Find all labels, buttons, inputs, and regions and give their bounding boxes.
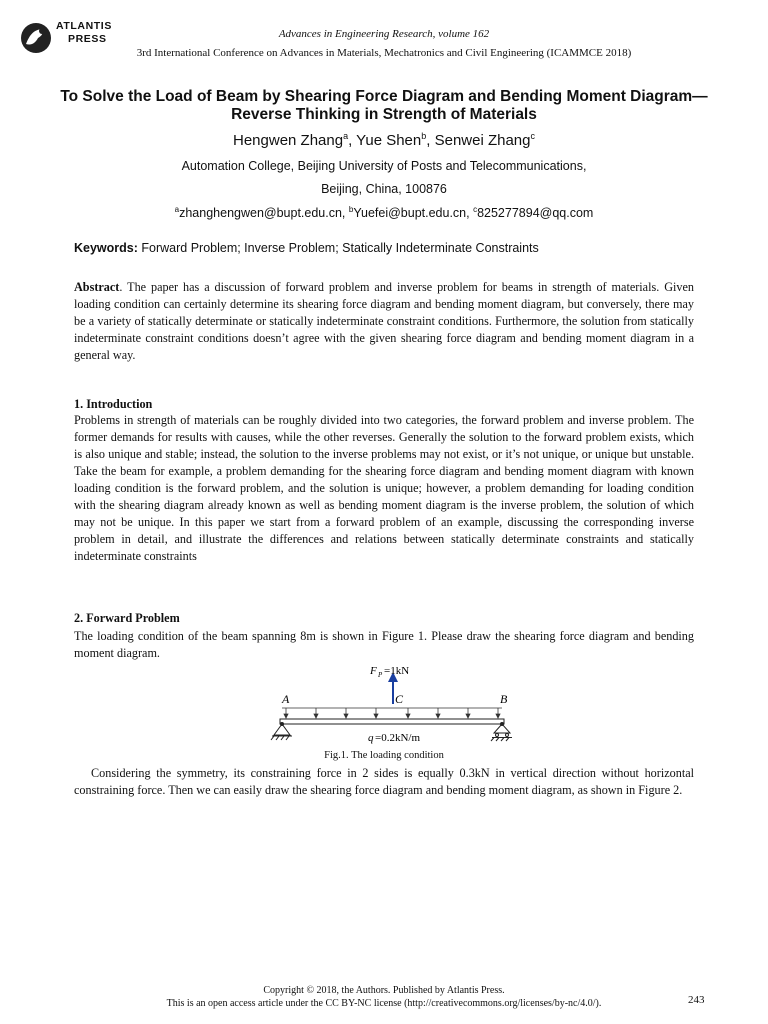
affiliation-line1: Automation College, Beijing University of Posts and Telecommunications,	[181, 159, 587, 173]
section-heading-introduction: 1. Introduction	[74, 397, 153, 411]
beam-loading-figure	[260, 662, 520, 752]
author-list: Hengwen Zhang$^a$, Yue Shen$^b$, Senwei Zhang$^c$	[233, 131, 535, 149]
email-sup: b	[348, 205, 354, 214]
roller-support-b	[491, 723, 512, 742]
journal-title: Advances in Engineering Research, volume 162	[278, 28, 490, 40]
author-sup: b	[421, 131, 427, 141]
copyright-notice: Copyright © 2018, the Authors. Published by Atlantis Press.	[263, 985, 505, 996]
email-sup: c	[473, 205, 478, 214]
author-sup: a	[343, 131, 349, 141]
pin-support-a	[271, 723, 292, 741]
affiliation-line2: Beijing, China, 100876	[321, 182, 447, 196]
email-address: Yuefei@bupt.edu.cn,	[353, 206, 470, 221]
load-label: q	[368, 732, 374, 744]
symmetry-paragraph: Considering the symmetry, its constraining force in 2 sides is equally 0.3kN in vertical direction without horizontal constraining force. Then we can easily draw the shearing force diagram and bending moment diagram, as shown in Figure 2.	[74, 766, 694, 797]
license-notice: This is an open access article under the CC BY-NC license (http://creativecommons.org/licenses/by-nc/4.0/).	[166, 998, 602, 1009]
abstract	[74, 279, 694, 364]
publisher-name-line2: PRESS	[68, 33, 107, 45]
section-heading-forward-problem: 2. Forward Problem	[74, 611, 180, 625]
keywords-text: Forward Problem; Inverse Problem; Statically Indeterminate Constraints	[137, 241, 539, 255]
keywords	[74, 241, 694, 255]
point-label-c: C	[395, 692, 404, 706]
load-value: =0.2kN/m	[375, 732, 421, 744]
point-label-a: A	[282, 692, 290, 706]
email-list	[0, 205, 768, 220]
point-label-b: B	[500, 692, 508, 706]
email-sup: a	[174, 205, 180, 214]
author-name: Hengwen Zhang	[233, 132, 344, 149]
author-sup: c	[530, 131, 535, 141]
introduction-paragraph: Problems in strength of materials can be roughly divided into two categories, the forward problem and inverse problem. The former demands for results with causes, while the other reverses. Generally the solution to the forward problem exists, which is also unique and stable; instead, the solution to the inverse problems may not exist, or it’s not unique, or unique but unstable. Take the beam for example, a problem demanding for the shearing force diagram and bending moment diagram with known loading condition is the forward problem, and the solution is unique; however, a problem demanding for loading condition with the shearing diagram already known as well as bending moment diagram is the inverse problem, the solution of which may not be unique. In this paper we start from a forward problem of an example, discussing the corresponding inverse problem in detail, and illustrate the differences and relations between statically determinate constraints and statically indeterminate constraints	[74, 413, 694, 563]
author-name: Yue Shen	[356, 132, 422, 149]
force-value: =1kN	[384, 665, 410, 677]
distributed-load-arrows	[282, 708, 502, 718]
beam	[280, 719, 504, 724]
publisher-name-line1: ATLANTIS	[56, 20, 112, 32]
page-number: 243	[688, 994, 705, 1006]
conference-title: 3rd International Conference on Advances in Materials, Mechatronics and Civil Engineering (ICAMMCE 2018)	[136, 47, 632, 59]
email-address: 825277894@qq.com	[477, 206, 594, 221]
abstract-text: . The paper has a discussion of forward problem and inverse problem for beams in strength of materials. Given loading condition can certainly determine its shearing force diagram and bending moment diagram, but conversely, there may be a variety of statically determinate or statically indeterminate constraint conditions. Furthermore, the solution from statically indeterminate constraint conditions doesn’t agree with the given shearing force diagram and bending moment diagram in a general way.	[74, 280, 694, 362]
paper-title: To Solve the Load of Beam by Shearing Force Diagram and Bending Moment Diagram—Reverse Thinking in Strength of Materials	[60, 88, 708, 123]
force-label: F	[370, 665, 377, 677]
abstract-label: Abstract	[74, 280, 120, 294]
figure-caption: Fig.1. The loading condition	[324, 750, 444, 761]
force-subscript: P	[378, 671, 383, 679]
email-address: zhanghengwen@bupt.edu.cn,	[179, 206, 346, 221]
keywords-label: Keywords:	[74, 241, 138, 255]
forward-problem-paragraph: The loading condition of the beam spanning 8m is shown in Figure 1. Please draw the shearing force diagram and bending moment diagram.	[74, 629, 694, 660]
author-name: Senwei Zhang	[434, 132, 531, 149]
